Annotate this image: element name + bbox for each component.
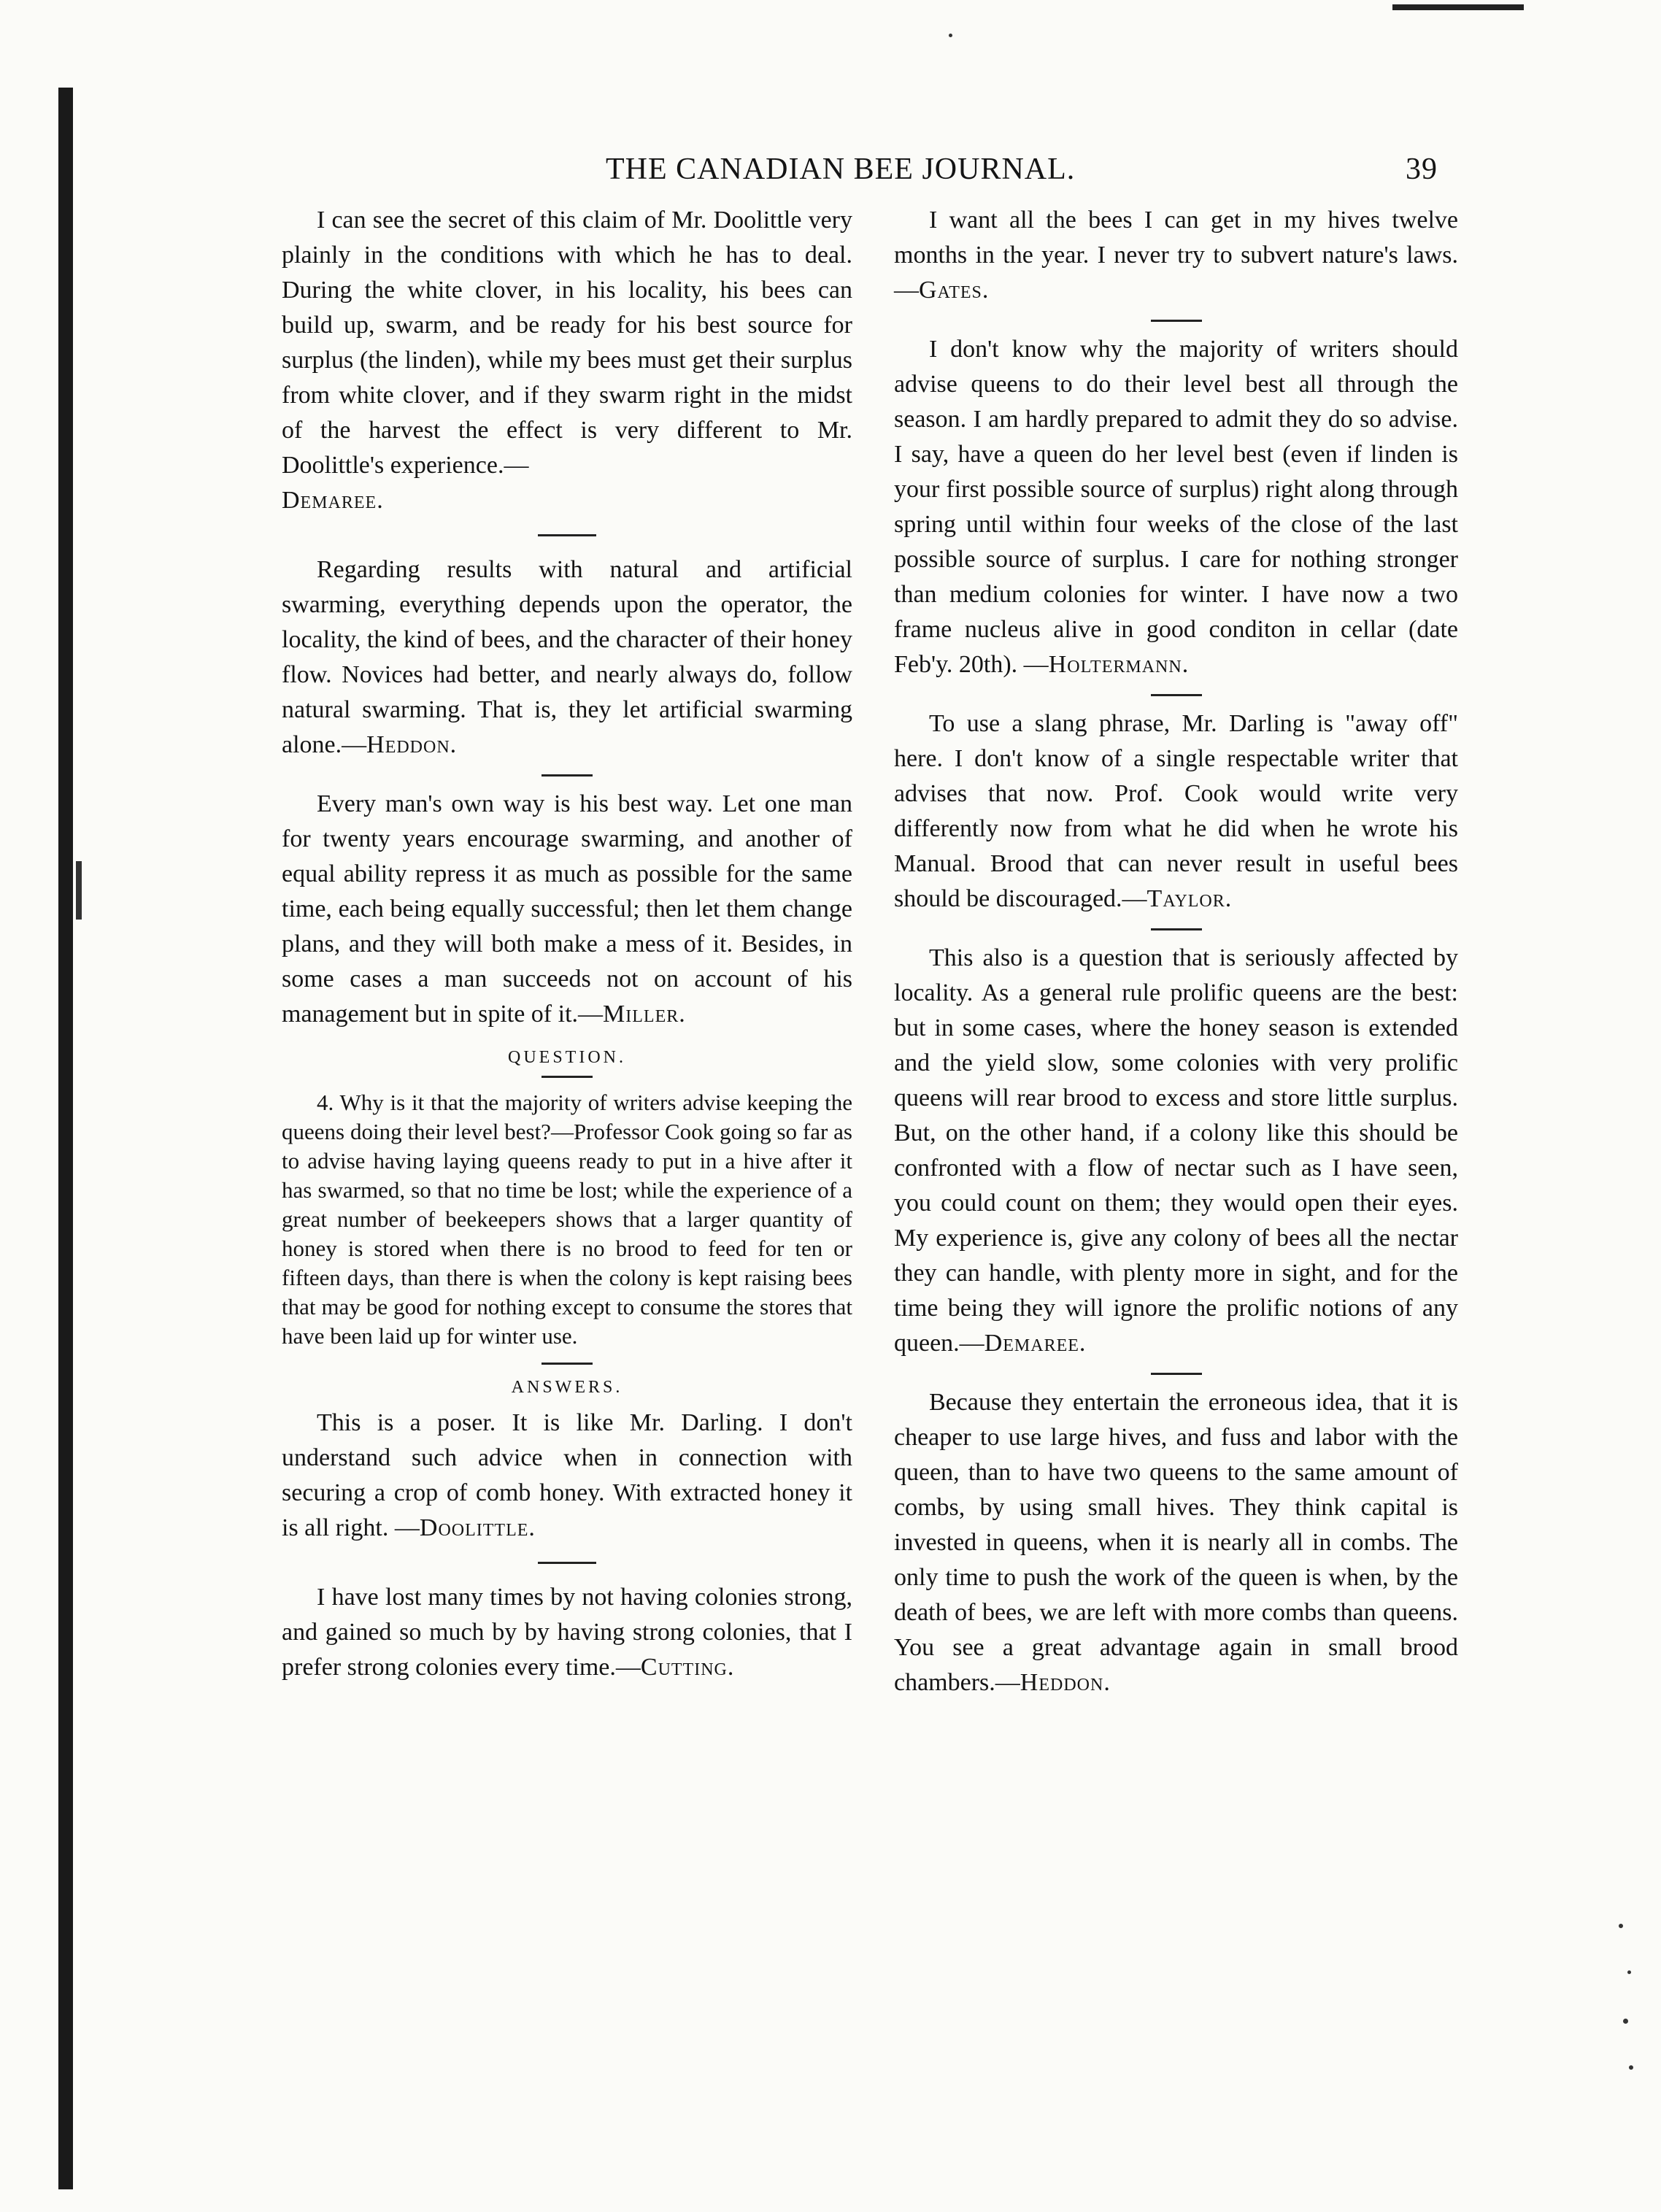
section-divider bbox=[542, 774, 593, 776]
scan-binding-edge bbox=[58, 88, 73, 2189]
scan-speck bbox=[1623, 2019, 1628, 2024]
paragraph-heddon: Regarding results with natural and artificial swarming, everything depends upon the operator, the locality, the kind of bees, and the character of their honey flow. Novices had better, and nearly always do, follow natural swarming. That is, they let artificial swarming alone.—Heddon. bbox=[282, 556, 852, 758]
answer-heddon: Because they entertain the erroneous idea, that it is cheaper to use large hives, and fuss and labor with the queen, than to have two queens to the same amount of combs, by using small hives. They think capital is invested in queens, when it is nearly all in combs. The only time to push the work of the queen is when, by the death of bees, we are left with more combs than queens. You see a great advantage again in small brood chambers.—Heddon. bbox=[894, 1389, 1458, 1696]
answer-cutting: I have lost many times by not having colonies strong, and gained so much by by having strong colonies, that I prefer strong colonies every time.—Cutting. bbox=[282, 1584, 852, 1681]
right-column bbox=[894, 203, 1458, 1700]
paragraph-miller: Every man's own way is his best way. Let one man for twenty years encourage swarming, and another of equal ability repress it as much as possible for the same time, each being equally successful; then let them change plans, and they will both make a mess of it. Besides, in some cases a man succeeds not on account of his management but in spite of it.—Miller. bbox=[282, 790, 852, 1028]
scan-binding-mark bbox=[76, 861, 82, 920]
section-divider bbox=[542, 1076, 593, 1078]
paragraph-demaree: I can see the secret of this claim of Mr. Doolittle very plainly in the conditions with which he has to deal. During the white clover, in his locality, his bees can build up, swarm, and be ready for his best source for surplus (the linden), while my bees must get their surplus from white clover, and if they swarm right in the midst of the harvest the effect is very different to Mr. Doolittle's experience.— Demaree. bbox=[282, 207, 852, 514]
answer-gates: I want all the bees I can get in my hives twelve months in the year. I never try to subvert nature's laws.—Gates. bbox=[894, 207, 1458, 304]
signature: Cutting. bbox=[640, 1654, 735, 1681]
section-divider bbox=[1151, 928, 1202, 930]
journal-title: THE CANADIAN BEE JOURNAL. bbox=[606, 153, 1076, 186]
answer-doolittle: This is a poser. It is like Mr. Darling. I don't understand such advice when in connection with securing a crop of comb honey. With extracted honey it is all right. —Doolittle. bbox=[282, 1409, 852, 1541]
signature: Doolittle. bbox=[419, 1514, 536, 1541]
answers-heading: ANSWERS. bbox=[511, 1378, 623, 1397]
page-number: 39 bbox=[1406, 153, 1438, 186]
signature: Miller. bbox=[603, 1001, 686, 1028]
question-text: 4. Why is it that the majority of writers advise keeping the queens doing their level best?—Professor Cook going so far as to advise having laying queens ready to put in a hive after it has swarmed, so that no time be lost; while the experience of a great number of beekeepers shows that a larger quantity of honey is stored when there is no brood to feed for ten or fifteen days, than there is when the colony is kept raising bees that may be good for nothing except to consume the stores that have been laid up for winter use. bbox=[282, 1090, 852, 1349]
question-heading: QUESTION. bbox=[508, 1048, 626, 1067]
signature: Holtermann. bbox=[1048, 651, 1190, 678]
signature: Taylor. bbox=[1146, 885, 1233, 912]
answer-taylor: To use a slang phrase, Mr. Darling is "away off" here. I don't know of a single respectable writer that advises that now. Prof. Cook would write very differently now from what he did when he wrote his Manual. Brood that can never result in useful bees should be discouraged.—Taylor. bbox=[894, 710, 1458, 912]
section-divider bbox=[542, 1363, 593, 1365]
answer-holtermann: I don't know why the majority of writers should advise queens to do their level best all through the season. I am hardly prepared to admit they do so advise. I say, have a queen do her level best (even if linden is your first possible source of surplus) right along through spring until within four weeks of the close of the last possible source of surplus. I care for nothing stronger than medium colonies for winter. I have now a two frame nucleus alive in good conditon in cellar (date Feb'y. 20th). —Holtermann. bbox=[894, 336, 1458, 678]
signature: Demaree. bbox=[282, 487, 384, 514]
section-divider bbox=[1151, 320, 1202, 322]
signature: Demaree. bbox=[984, 1330, 1087, 1357]
left-column bbox=[282, 203, 852, 1685]
answer-demaree: This also is a question that is seriously affected by locality. As a general rule prolific queens are the best: but in some cases, where the honey season is extended and the yield slow, some colonies with very prolific queens will rear brood to excess and store little surplus. But, on the other hand, if a colony like this should be confronted with a flow of nectar such as I have seen, you could count on them; they would open their eyes. My experience is, give any colony of bees all the nectar they can handle, with plenty more in sight, and for the time being they will ignore the prolific notions of any queen.—Demaree. bbox=[894, 944, 1458, 1357]
section-divider bbox=[1151, 1373, 1202, 1375]
signature: Heddon. bbox=[1020, 1669, 1111, 1696]
signature: Gates. bbox=[919, 277, 990, 304]
running-header bbox=[606, 152, 1438, 193]
scan-speck bbox=[1619, 1924, 1623, 1928]
scan-speck bbox=[949, 34, 952, 37]
signature: Heddon. bbox=[366, 731, 458, 758]
section-divider bbox=[1151, 694, 1202, 696]
scan-speck bbox=[1629, 2065, 1633, 2070]
section-divider bbox=[538, 1562, 596, 1564]
scan-top-rule bbox=[1392, 4, 1524, 10]
scan-speck bbox=[1627, 1970, 1631, 1974]
section-divider bbox=[538, 534, 596, 536]
